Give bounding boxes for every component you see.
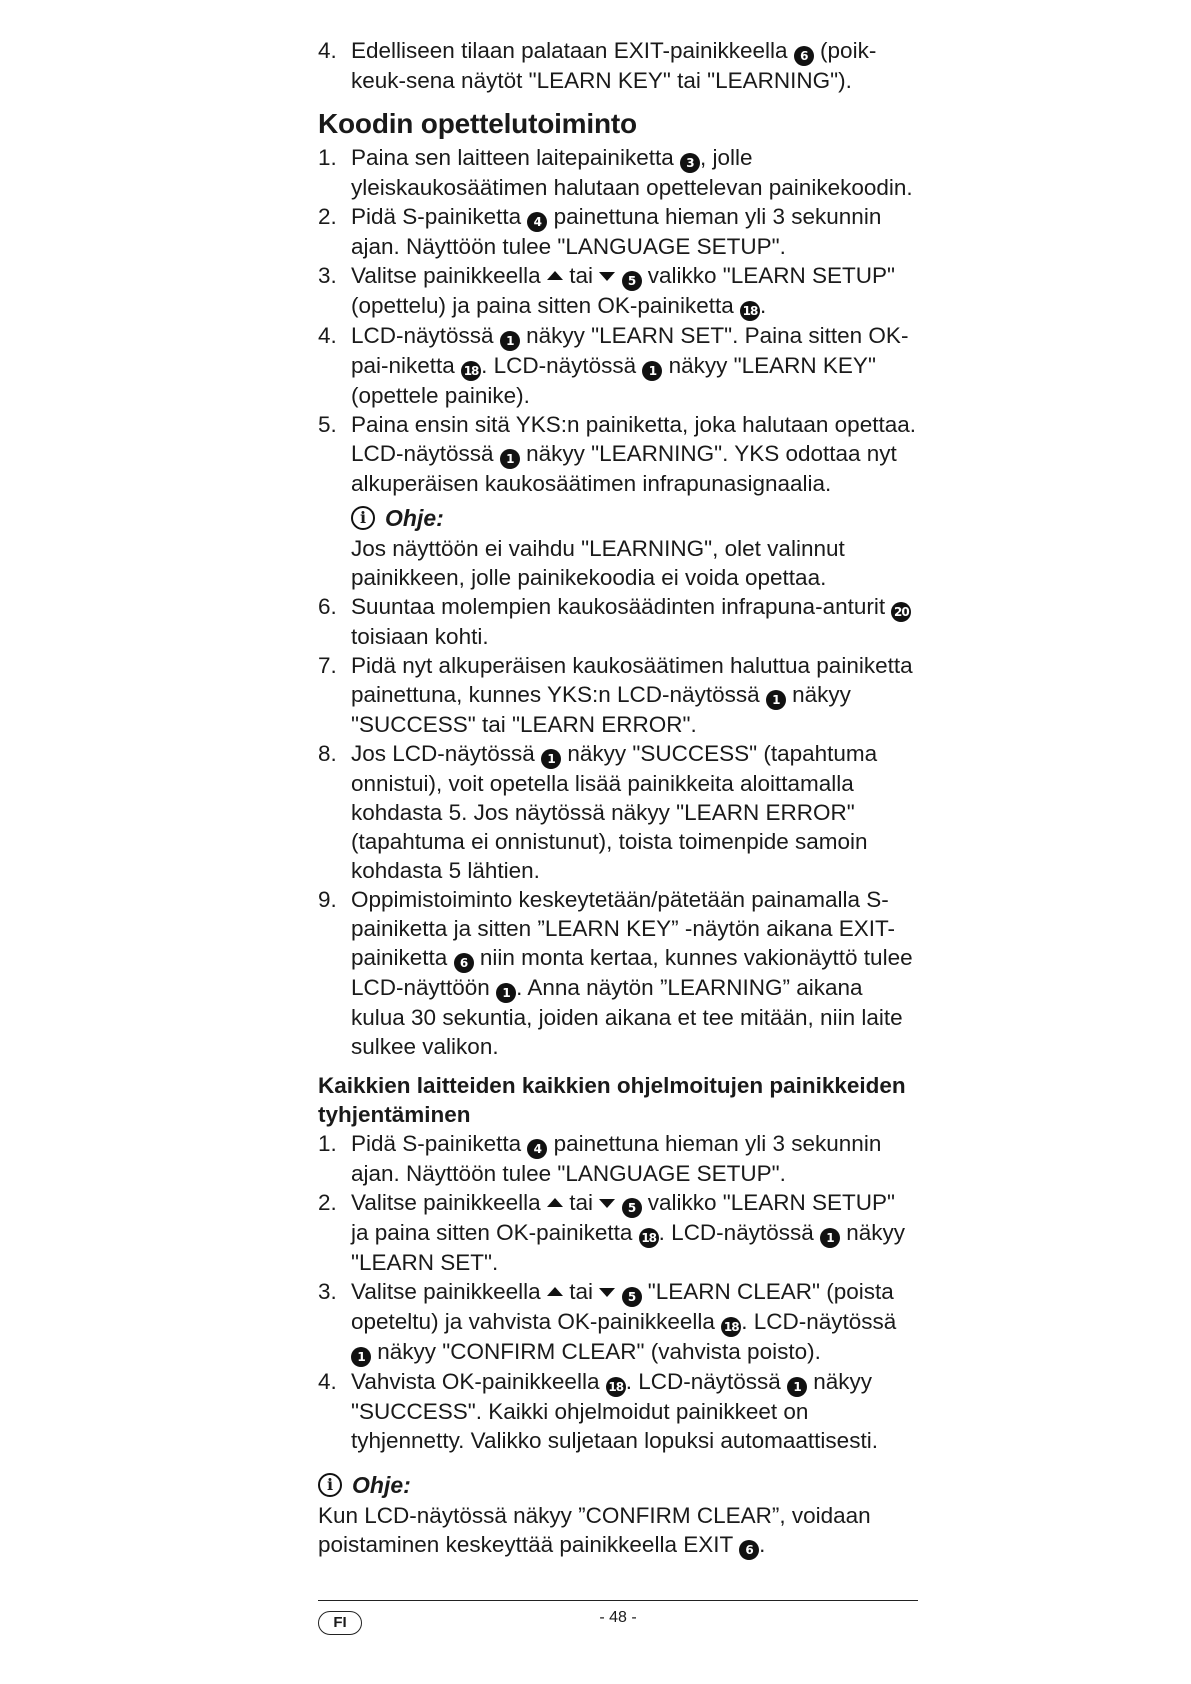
item-number: 4. — [318, 38, 337, 63]
ref-badge: 4 — [527, 212, 547, 232]
note-block — [318, 1469, 918, 1560]
ref-badge: 4 — [527, 1139, 547, 1159]
arrow-up-icon — [547, 1198, 563, 1207]
list-item: 1. Paina sen laitteen laitepainiketta 3 , jolle yleiskaukosäätimen halutaan opettelevan painikekoodin. — [318, 145, 913, 200]
list-item: 4. Vahvista OK-painikkeella 18 . LCD-näytössä 1 näkyy "SUCCESS". Kaikki ohjelmoidut painikkeet on tyhjennetty. Valikko suljetaan lopuksi automaattisesti. — [318, 1369, 878, 1453]
ref-badge: 1 — [500, 449, 520, 469]
arrow-down-icon — [599, 1288, 615, 1297]
ref-badge: 5 — [622, 1287, 642, 1307]
list-item: 2. Pidä S-painiketta 4 painettuna hieman yli 3 sekunnin ajan. Näyttöön tulee "LANGUAGE SETUP". — [318, 204, 882, 259]
page-footer — [318, 1600, 918, 1631]
info-circle-icon: i — [351, 506, 375, 530]
list-item: 1. Pidä S-painiketta 4 painettuna hieman yli 3 sekunnin ajan. Näyttöön tulee "LANGUAGE SETUP". — [318, 1131, 882, 1186]
page-number: - 48 - — [599, 1609, 637, 1626]
ref-badge: 18 — [639, 1228, 659, 1248]
arrow-up-icon — [547, 271, 563, 280]
note-text: Kun LCD-näytössä näkyy ”CONFIRM CLEAR”, voidaan poistaminen keskeyttää painikkeella EXIT 6 . — [318, 1501, 918, 1560]
ref-badge: 1 — [496, 983, 516, 1003]
arrow-down-icon — [599, 1199, 615, 1208]
list-item: 9. Oppimistoiminto keskeytetään/pätetään painamalla S-painiketta ja sitten ”LEARN KEY” -näytön aikana EXIT-painiketta 6 niin monta kertaa, kunnes vakionäyttö tulee LCD-näyttöön 1 . Anna näytön ”LEARNING” aikana kulua 30 sekuntia, joiden aikana et tee mitään, niin laite sulkee valikon. — [318, 887, 913, 1059]
list-item: 4. LCD-näytössä 1 näkyy "LEARN SET". Paina sitten OK-pai-niketta 18 . LCD-näytössä 1 näkyy "LEARN KEY" (opettele painike). — [318, 323, 909, 408]
ref-badge: 1 — [541, 749, 561, 769]
note-text: Jos näyttöön ei vaihdu "LEARNING", olet valinnut painikkeen, jolle painikekoodia ei voida opettaa. — [351, 536, 845, 590]
list-item: 3. Valitse painikkeella tai 5 "LEARN CLEAR" (poista opeteltu) ja vahvista OK-painikkeella 18 . LCD-näytössä 1 näkyy "CONFIRM CLEAR" (vahvista poisto). — [318, 1277, 918, 1367]
ref-badge: 1 — [642, 361, 662, 381]
ref-badge: 1 — [351, 1347, 371, 1367]
ref-badge: 6 — [454, 953, 474, 973]
list-item: 5. Paina ensin sitä YKS:n painiketta, joka halutaan opettaa. LCD-näytössä 1 näkyy "LEARNING". YKS odottaa nyt alkuperäisen kaukosäätimen infrapunasignaalia. — [318, 412, 916, 496]
item-text: Edelliseen tilaan palataan EXIT-painikkeella 6 (poik-keuk-sena näytöt "LEARN KEY" tai "LEARNING"). — [351, 38, 877, 93]
ref-badge: 1 — [500, 331, 520, 351]
note-title: Ohje: — [385, 505, 444, 531]
ref-badge: 1 — [820, 1228, 840, 1248]
note-title: Ohje: — [352, 1472, 411, 1498]
ref-badge: 6 — [739, 1540, 759, 1560]
language-badge: FI — [318, 1611, 362, 1635]
ref-badge: 5 — [622, 1198, 642, 1218]
info-circle-icon: i — [318, 1473, 342, 1497]
list-item: 8. Jos LCD-näytössä 1 näkyy "SUCCESS" (tapahtuma onnistui), voit opetella lisää painikkeita aloittamalla kohdasta 5. Jos näytössä näkyy "LEARN ERROR" (tapahtuma ei onnistunut), toista toimenpide samoin kohdasta 5 lähtien. — [318, 741, 878, 883]
list-item: 7. Pidä nyt alkuperäisen kaukosäätimen haluttua painiketta painettuna, kunnes YKS:n LCD-näytössä 1 näkyy "SUCCESS" tai "LEARN ERROR". — [318, 653, 913, 737]
ref-badge: 1 — [766, 690, 786, 710]
ref-badge: 6 — [794, 46, 814, 66]
note-block — [318, 502, 918, 592]
list-item — [318, 36, 918, 95]
ref-badge: 18 — [461, 361, 481, 381]
ref-badge: 5 — [622, 271, 642, 291]
list-item: 2. Valitse painikkeella tai 5 valikko "LEARN SETUP" ja paina sitten OK-painiketta 18 . LCD-näytössä 1 näkyy "LEARN SET". — [318, 1190, 906, 1275]
list-item: 6. Suuntaa molempien kaukosäädinten infrapuna-anturit 20 toisiaan kohti. — [318, 592, 918, 651]
ref-badge: 18 — [721, 1317, 741, 1337]
subsection-title: Kaikkien laitteiden kaikkien ohjelmoitujen painikkeiden tyhjentäminen — [318, 1073, 906, 1127]
ref-badge: 1 — [787, 1377, 807, 1397]
ref-badge: 3 — [680, 153, 700, 173]
list-item: 3. Valitse painikkeella tai 5 valikko "LEARN SETUP" (opettelu) ja paina sitten OK-painiketta 18 . — [318, 261, 918, 321]
page-content — [318, 36, 918, 1560]
ref-badge: 20 — [891, 602, 911, 622]
arrow-up-icon — [547, 1287, 563, 1296]
section-title: Koodin opettelutoiminto — [318, 108, 637, 139]
ref-badge: 18 — [606, 1377, 626, 1397]
ref-badge: 18 — [740, 301, 760, 321]
arrow-down-icon — [599, 272, 615, 281]
